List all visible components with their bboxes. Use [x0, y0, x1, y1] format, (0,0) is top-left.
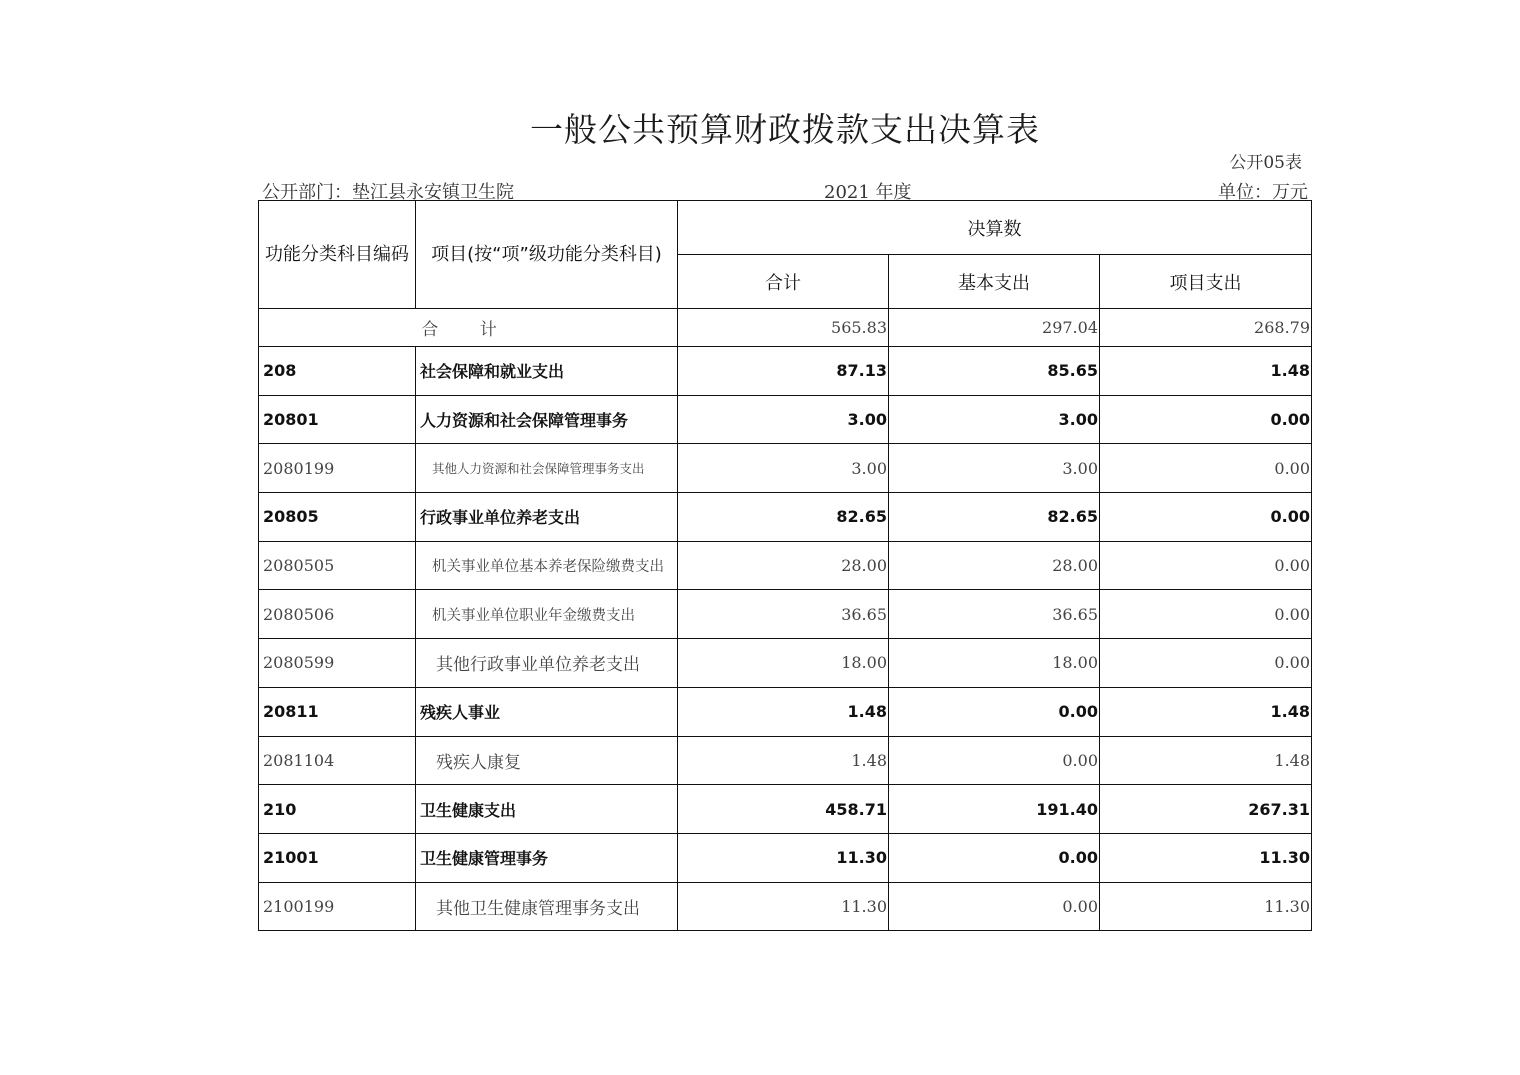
table-row [259, 493, 1312, 542]
table-row [259, 444, 1312, 493]
row-basic: 85.65 [889, 347, 1100, 396]
row-basic: 0.00 [889, 687, 1100, 736]
header-code: 功能分类科目编码 [259, 201, 416, 309]
row-project: 0.00 [1100, 590, 1312, 639]
row-project: 1.48 [1100, 687, 1312, 736]
total-label: 合 计 [259, 309, 678, 347]
expenditure-table [258, 200, 1312, 931]
row-code: 20811 [259, 687, 416, 736]
row-basic: 36.65 [889, 590, 1100, 639]
row-total: 87.13 [678, 347, 889, 396]
unit-label: 单位：万元 [1218, 182, 1308, 203]
row-basic: 0.00 [889, 833, 1100, 882]
header-total: 合计 [678, 255, 889, 309]
table-row [259, 541, 1312, 590]
row-total: 18.00 [678, 639, 889, 688]
row-name: 行政事业单位养老支出 [416, 493, 678, 542]
row-basic: 191.40 [889, 785, 1100, 834]
row-total: 82.65 [678, 493, 889, 542]
row-total: 1.48 [678, 736, 889, 785]
row-basic: 82.65 [889, 493, 1100, 542]
fiscal-year: 2021 年度 [824, 182, 912, 203]
table-row [259, 882, 1312, 931]
row-total: 3.00 [678, 395, 889, 444]
table-row [259, 833, 1312, 882]
total-basic: 297.04 [889, 309, 1100, 347]
total-sum: 565.83 [678, 309, 889, 347]
row-project: 1.48 [1100, 736, 1312, 785]
row-total: 11.30 [678, 833, 889, 882]
row-code: 20805 [259, 493, 416, 542]
header-basic: 基本支出 [889, 255, 1100, 309]
row-project: 267.31 [1100, 785, 1312, 834]
header-project: 项目支出 [1100, 255, 1312, 309]
page-title: 一般公共预算财政拨款支出决算表 [530, 110, 1040, 149]
department-label: 公开部门：垫江县永安镇卫生院 [262, 182, 514, 203]
row-name: 其他卫生健康管理事务支出 [416, 882, 678, 931]
row-name: 卫生健康管理事务 [416, 833, 678, 882]
row-name: 人力资源和社会保障管理事务 [416, 395, 678, 444]
row-name: 卫生健康支出 [416, 785, 678, 834]
row-project: 1.48 [1100, 347, 1312, 396]
table-row [259, 590, 1312, 639]
row-total: 11.30 [678, 882, 889, 931]
row-name: 机关事业单位基本养老保险缴费支出 [416, 541, 678, 590]
row-code: 2100199 [259, 882, 416, 931]
row-basic: 0.00 [889, 882, 1100, 931]
row-code: 2080599 [259, 639, 416, 688]
row-project: 11.30 [1100, 833, 1312, 882]
table-row [259, 639, 1312, 688]
row-name: 其他人力资源和社会保障管理事务支出 [416, 444, 678, 493]
row-project: 0.00 [1100, 541, 1312, 590]
row-total: 1.48 [678, 687, 889, 736]
form-number: 公开05表 [1229, 153, 1302, 173]
table-row [259, 785, 1312, 834]
row-total: 3.00 [678, 444, 889, 493]
row-total: 458.71 [678, 785, 889, 834]
row-code: 21001 [259, 833, 416, 882]
row-project: 0.00 [1100, 493, 1312, 542]
row-total: 28.00 [678, 541, 889, 590]
row-code: 210 [259, 785, 416, 834]
row-name: 社会保障和就业支出 [416, 347, 678, 396]
row-basic: 0.00 [889, 736, 1100, 785]
row-name: 其他行政事业单位养老支出 [416, 639, 678, 688]
row-basic: 18.00 [889, 639, 1100, 688]
table-row [259, 736, 1312, 785]
row-project: 0.00 [1100, 395, 1312, 444]
row-name: 残疾人事业 [416, 687, 678, 736]
header-item: 项目(按“项”级功能分类科目) [416, 201, 678, 309]
total-row [259, 309, 1312, 347]
row-total: 36.65 [678, 590, 889, 639]
row-code: 2080199 [259, 444, 416, 493]
row-project: 11.30 [1100, 882, 1312, 931]
row-code: 2080506 [259, 590, 416, 639]
row-basic: 28.00 [889, 541, 1100, 590]
table-row [259, 347, 1312, 396]
row-name: 残疾人康复 [416, 736, 678, 785]
total-project: 268.79 [1100, 309, 1312, 347]
row-code: 20801 [259, 395, 416, 444]
row-basic: 3.00 [889, 444, 1100, 493]
table-row [259, 395, 1312, 444]
table-row [259, 687, 1312, 736]
header-final: 决算数 [678, 201, 1312, 255]
row-name: 机关事业单位职业年金缴费支出 [416, 590, 678, 639]
row-code: 2080505 [259, 541, 416, 590]
row-project: 0.00 [1100, 444, 1312, 493]
row-code: 2081104 [259, 736, 416, 785]
row-basic: 3.00 [889, 395, 1100, 444]
row-code: 208 [259, 347, 416, 396]
row-project: 0.00 [1100, 639, 1312, 688]
